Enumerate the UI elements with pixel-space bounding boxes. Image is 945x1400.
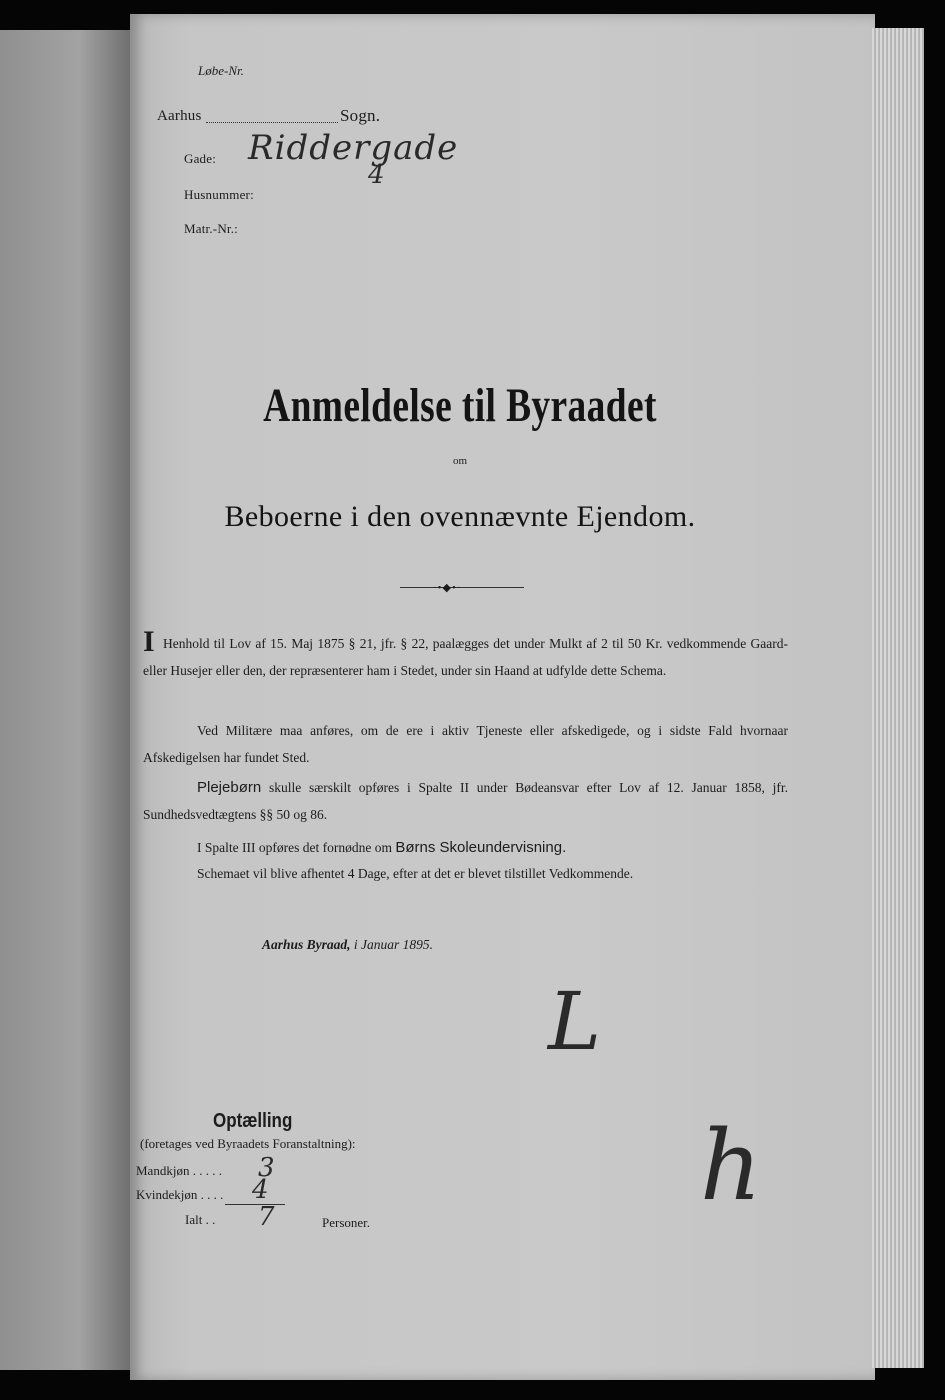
signature-org: Aarhus Byraad, — [262, 937, 351, 952]
drop-initial: I — [143, 625, 155, 658]
persons-label: Personer. — [322, 1215, 371, 1230]
count-title: Optælling — [213, 1110, 293, 1132]
signature-line — [262, 937, 433, 953]
husnummer-label: Husnummer: — [184, 187, 254, 202]
ornamental-divider — [400, 587, 524, 590]
divider-ornament: ·•◆•· — [433, 582, 462, 594]
paragraph-law — [143, 625, 788, 684]
document-subtitle: Beboerne i den ovennævnte Ejendom. — [224, 500, 696, 533]
sum-rule — [225, 1204, 285, 1205]
gade-label: Gade: — [184, 151, 217, 166]
schooling-emphasis: Børns Skoleundervisning. — [395, 839, 567, 856]
sogn-label: Sogn. — [340, 106, 381, 125]
husnummer-handwritten-value: 4 — [368, 160, 385, 190]
previous-page-edge — [0, 30, 132, 1370]
foster-children-text: skulle særskilt opføres i Spalte II under Bødeansvar efter Lov af 12. Januar 1858, jfr. Sundhedsvedtægtens §§ 50 og 86. — [143, 780, 789, 822]
matr-nr-label: Matr.-Nr.: — [184, 221, 238, 236]
page-stack-edges — [872, 28, 924, 1368]
handwritten-mark-l: L — [548, 975, 602, 1068]
paragraph-schooling — [143, 834, 788, 861]
foster-children-lead: Plejebørn — [197, 779, 262, 796]
gade-handwritten-value: Riddergade — [248, 128, 459, 168]
sogn-dotted-line — [206, 122, 338, 123]
document-page — [130, 14, 875, 1380]
total-label: Ialt — [185, 1212, 203, 1227]
handwritten-mark-h: h — [700, 1110, 762, 1222]
paragraph-military: Ved Militære maa anføres, om de ere i aktiv Tjeneste eller afskedigede, og i sidste Fald hvornaar Afskedigelsen har fundet Sted. — [143, 723, 788, 765]
signature-date: i Januar 1895. — [353, 937, 434, 952]
total-count-row: Ialt . . — [185, 1212, 216, 1227]
male-label: Mandkjøn — [136, 1163, 190, 1178]
paragraph-foster-children — [143, 774, 788, 828]
paragraph-law-text: Henhold til Lov af 15. Maj 1875 § 21, jfr. § 22, paalægges det under Mulkt af 2 til 50 Kr. vedkommende Gaard- eller Husejer eller den, der repræsenterer ham i Stedet, under sin Haand at udfylde dette Schema. — [143, 636, 788, 678]
female-label: Kvindekjøn — [136, 1187, 198, 1202]
document-title: Anmeldelse til Byraadet — [263, 379, 657, 432]
title-connector: om — [452, 455, 468, 467]
paragraph-collection: Schemaet vil blive afhentet 4 Dage, efter at det er blevet tilstillet Vedkommende. — [197, 866, 634, 881]
city-label: Aarhus — [157, 108, 202, 124]
loebe-nr-label: Løbe-Nr. — [198, 63, 244, 78]
male-count-value: 3 — [258, 1153, 275, 1183]
total-count-value: 7 — [258, 1202, 275, 1232]
male-count-row: Mandkjøn . . . . . — [136, 1163, 222, 1178]
female-count-value: 4 — [252, 1175, 269, 1205]
female-count-row: Kvindekjøn . . . . — [136, 1187, 224, 1202]
schooling-text: I Spalte III opføres det fornødne om — [197, 840, 392, 855]
count-subtitle: (foretages ved Byraadets Foranstaltning): — [140, 1136, 356, 1151]
